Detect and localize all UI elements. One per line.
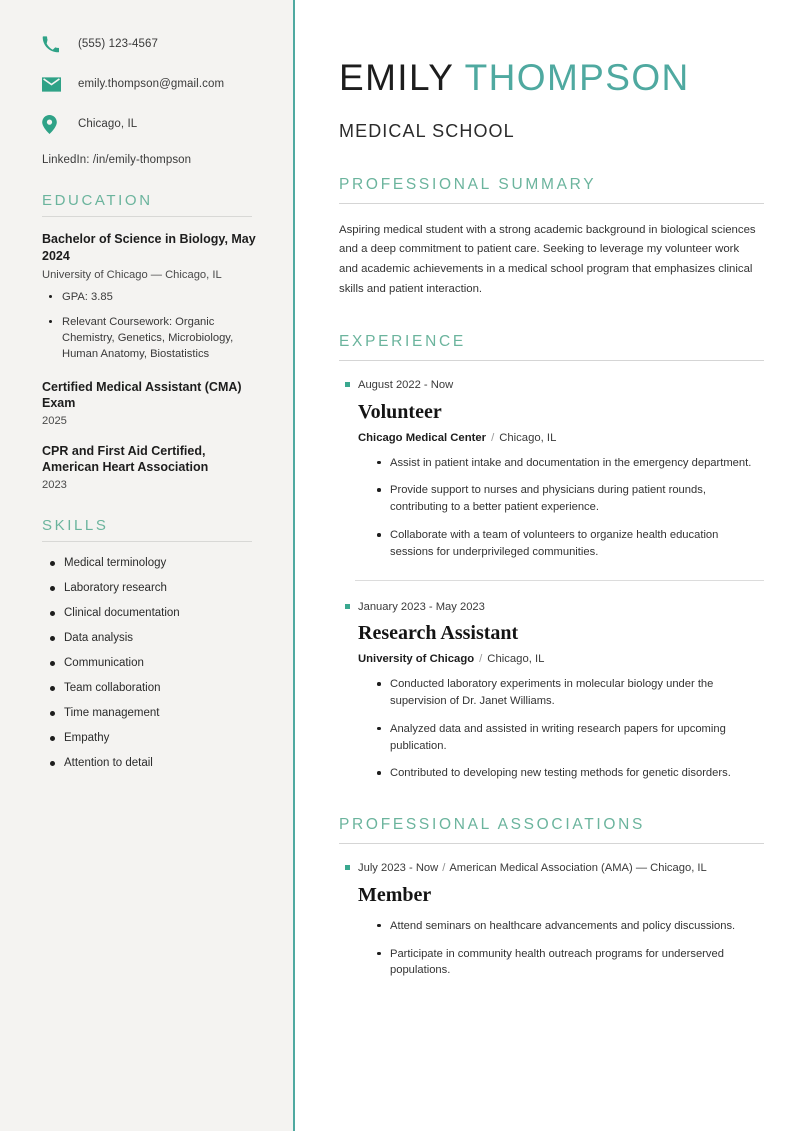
experience-date: August 2022 - Now [339, 378, 764, 393]
list-item: Data analysis [42, 631, 263, 647]
contact-phone [42, 34, 263, 54]
summary-section [339, 176, 764, 299]
experience-section [339, 333, 764, 782]
main-column [295, 0, 800, 1131]
education-degree: Bachelor of Science in Biology, May 2024 [42, 232, 256, 263]
list-item: Analyzed data and assisted in writing research papers for upcoming publication. [377, 721, 764, 755]
associations-section [339, 816, 764, 979]
role-subtitle: MEDICAL SCHOOL [339, 120, 515, 141]
email-value: emily.thompson@gmail.com [78, 77, 225, 90]
certification-date: 2025 [42, 414, 67, 427]
experience-heading: EXPERIENCE [339, 333, 466, 351]
associations-heading: PROFESSIONAL ASSOCIATIONS [339, 816, 646, 834]
contact-email [42, 74, 263, 94]
experience-item [339, 600, 764, 783]
education-divider [42, 216, 252, 217]
map-pin-icon [42, 114, 64, 134]
list-item: Clinical documentation [42, 606, 263, 622]
contact-list [42, 34, 263, 166]
list-item: Laboratory research [42, 581, 263, 597]
education-heading: EDUCATION [42, 192, 153, 209]
list-item: Medical terminology [42, 556, 263, 572]
list-item: Empathy [42, 731, 263, 747]
skills-list [42, 556, 263, 772]
experience-item-separator [355, 580, 764, 581]
experience-item [339, 378, 764, 561]
sidebar [0, 0, 295, 1131]
association-title: Member [358, 883, 432, 906]
list-item: Provide support to nurses and physicians during patient rounds, contributing to a better patient experience. [377, 482, 764, 516]
experience-date: January 2023 - May 2023 [339, 600, 764, 615]
association-date-line [339, 861, 764, 876]
list-item: Assist in patient intake and documentation in the emergency department. [377, 455, 764, 472]
separator-slash: / [442, 862, 446, 875]
contact-location [42, 114, 263, 134]
certification-entry [42, 379, 263, 427]
certification-title: CPR and First Aid Certified, American Heart Association [42, 443, 209, 474]
experience-org [358, 653, 764, 665]
envelope-icon [42, 74, 64, 94]
association-date: July 2023 - Now [358, 862, 439, 875]
experience-location: Chicago, IL [487, 653, 545, 666]
education-bullet: Relevant Coursework: Organic Chemistry, Genetics, Microbiology, Human Anatomy, Biostatistics [42, 314, 263, 363]
association-organization: American Medical Association (AMA) — Chicago, IL [449, 862, 707, 875]
list-item: Team collaboration [42, 681, 263, 697]
education-section [42, 192, 263, 491]
separator-slash: / [491, 431, 495, 444]
separator-slash: / [479, 653, 483, 666]
skills-heading: SKILLS [42, 516, 109, 534]
last-name: THOMPSON [464, 57, 690, 98]
list-item: Attend seminars on healthcare advancements and policy discussions. [377, 918, 764, 935]
summary-divider [339, 203, 764, 204]
phone-value: (555) 123-4567 [78, 37, 159, 50]
experience-title: Volunteer [358, 400, 442, 423]
skills-section [42, 517, 263, 772]
association-bullets [339, 918, 764, 979]
linkedin-value: LinkedIn: /in/emily-thompson [42, 154, 192, 166]
skills-divider [42, 541, 252, 542]
list-item: Participate in community health outreach programs for underserved populations. [377, 946, 764, 980]
list-item: Conducted laboratory experiments in molecular biology under the supervision of Dr. Janet Williams. [377, 676, 764, 710]
summary-text: Aspiring medical student with a strong academic background in biological sciences and a deep commitment to patient care. Seeking to leverage my volunteer work and academic achievements in a medical school program that emphasizes clinical skills and patient interaction. [339, 223, 756, 295]
associations-divider [339, 843, 764, 844]
experience-divider [339, 360, 764, 361]
phone-icon [42, 34, 64, 54]
experience-bullets [339, 455, 764, 561]
education-institution: University of Chicago — Chicago, IL [42, 269, 222, 281]
experience-company: Chicago Medical Center [358, 431, 487, 444]
page-title [339, 58, 764, 99]
education-bullets [42, 289, 263, 363]
certification-title: Certified Medical Assistant (CMA) Exam [42, 379, 242, 410]
location-value: Chicago, IL [78, 117, 138, 130]
education-bullet: GPA: 3.85 [42, 289, 263, 305]
list-item: Collaborate with a team of volunteers to organize health education sessions for underprivileged communities. [377, 527, 764, 561]
experience-title: Research Assistant [358, 622, 519, 645]
summary-heading: PROFESSIONAL SUMMARY [339, 175, 597, 193]
association-item [339, 861, 764, 979]
list-item: Attention to detail [42, 756, 263, 772]
list-item: Contributed to developing new testing methods for genetic disorders. [377, 765, 764, 782]
education-entry [42, 231, 263, 363]
list-item: Communication [42, 656, 263, 672]
experience-company: University of Chicago [358, 653, 475, 666]
first-name: EMILY [339, 57, 454, 98]
experience-org [358, 432, 764, 444]
list-item: Time management [42, 706, 263, 722]
certification-date: 2023 [42, 478, 67, 491]
experience-location: Chicago, IL [499, 431, 557, 444]
experience-bullets [339, 676, 764, 782]
certification-entry [42, 443, 263, 491]
